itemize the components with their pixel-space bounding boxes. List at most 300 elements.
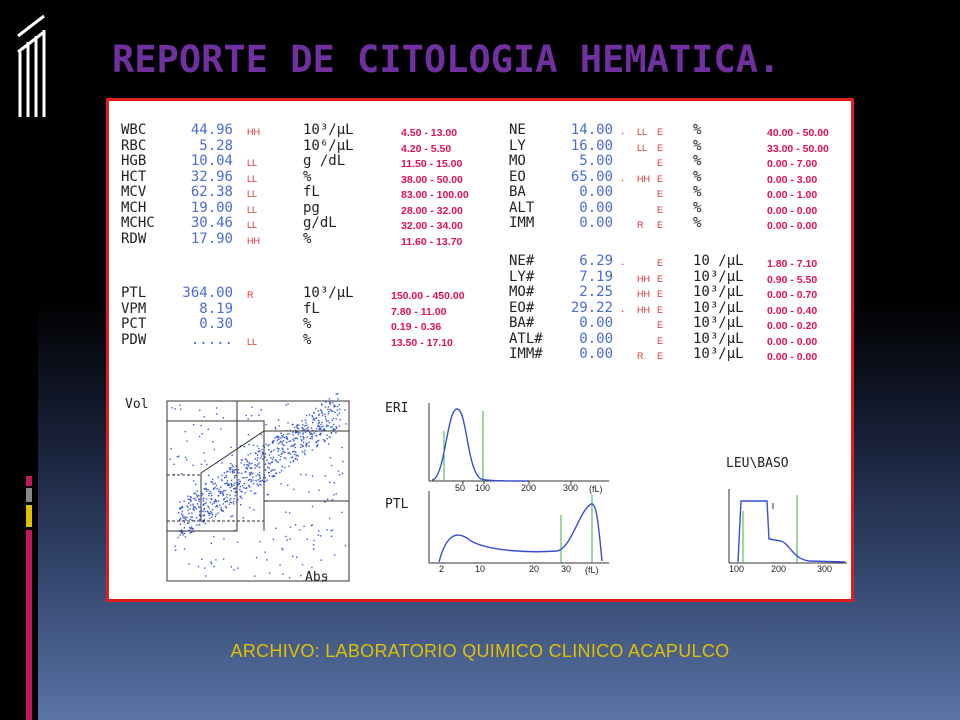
param-unit: % bbox=[303, 230, 312, 247]
scatter-dot bbox=[246, 477, 247, 478]
scatter-dot bbox=[193, 465, 194, 466]
scatter-dot bbox=[305, 420, 306, 421]
scatter-dot bbox=[219, 505, 220, 506]
deco-bar-yellow bbox=[26, 505, 32, 527]
scatter-dot bbox=[244, 464, 245, 465]
scatter-dot bbox=[224, 483, 225, 484]
scatter-dot bbox=[193, 493, 194, 494]
scatter-dot bbox=[330, 530, 331, 531]
scatter-dot bbox=[215, 506, 216, 507]
scatter-dot bbox=[265, 464, 266, 465]
scatter-dot bbox=[208, 507, 209, 508]
diff-unit: 10 /μL bbox=[693, 253, 744, 269]
scatter-dot bbox=[279, 472, 280, 473]
diff-dot: . bbox=[621, 169, 625, 184]
scatter-dot bbox=[261, 449, 262, 450]
scatter-dot bbox=[332, 402, 333, 403]
scatter-dot bbox=[319, 490, 320, 491]
scatter-dot bbox=[234, 477, 235, 478]
scatter-ylabel: Vol bbox=[125, 397, 149, 412]
scatter-dot bbox=[223, 499, 224, 500]
scatter-dot bbox=[296, 438, 297, 439]
scatter-dot bbox=[320, 433, 321, 434]
scatter-dot bbox=[316, 435, 317, 436]
scatter-dot bbox=[239, 489, 240, 490]
scatter-dot bbox=[180, 524, 181, 525]
scatter-dot bbox=[213, 536, 214, 537]
scatter-dot bbox=[336, 394, 337, 395]
scatter-dot bbox=[305, 422, 306, 423]
scatter-dot bbox=[191, 526, 192, 527]
scatter-dot bbox=[180, 409, 181, 410]
scatter-dot bbox=[188, 499, 189, 500]
scatter-dot bbox=[250, 479, 251, 480]
scatter-dot bbox=[285, 512, 286, 513]
scatter-dot bbox=[254, 464, 255, 465]
scatter-dot bbox=[289, 512, 290, 513]
scatter-dot bbox=[331, 536, 332, 537]
scatter-dot bbox=[189, 508, 190, 509]
diff-value: 16.00 bbox=[570, 137, 613, 154]
diff-e-flag: E bbox=[657, 204, 664, 215]
scatter-dot bbox=[231, 502, 232, 503]
differential-absolute-table bbox=[509, 254, 854, 363]
scatter-dot bbox=[189, 563, 190, 564]
scatter-dot bbox=[229, 484, 230, 485]
scatter-dot bbox=[307, 539, 308, 540]
scatter-dot bbox=[270, 463, 271, 464]
scatter-dot bbox=[266, 559, 267, 560]
param-unit: g/dL bbox=[303, 215, 337, 231]
scatter-dot bbox=[257, 460, 258, 461]
scatter-dot bbox=[204, 503, 205, 504]
scatter-dot bbox=[173, 464, 174, 465]
scatter-dot bbox=[202, 515, 203, 516]
scatter-dot bbox=[203, 500, 204, 501]
scatter-dot bbox=[227, 494, 228, 495]
scatter-dot bbox=[198, 506, 199, 507]
scatter-dot bbox=[327, 420, 328, 421]
scatter-dot bbox=[233, 503, 234, 504]
scatter-xlabel: Abs bbox=[305, 570, 329, 585]
param-flag: LL bbox=[247, 173, 258, 184]
scatter-dot bbox=[325, 406, 326, 407]
scatter-dot bbox=[292, 445, 293, 446]
scatter-dot bbox=[334, 482, 335, 483]
scatter-dot bbox=[318, 425, 319, 426]
scatter-dot bbox=[327, 499, 328, 500]
scatter-dot bbox=[265, 424, 266, 425]
scatter-dot bbox=[259, 472, 260, 473]
scatter-dot bbox=[188, 522, 189, 523]
scatter-dot bbox=[248, 418, 249, 419]
diff-value: 0.00 bbox=[579, 184, 613, 200]
scatter-dot bbox=[312, 415, 313, 416]
scatter-dot bbox=[259, 467, 260, 468]
scatter-dot bbox=[218, 495, 219, 496]
deco-bar-magenta-2 bbox=[26, 530, 32, 720]
scatter-dot bbox=[285, 536, 286, 537]
scatter-dot bbox=[286, 404, 287, 405]
scatter-dot bbox=[268, 463, 269, 464]
scatter-dot bbox=[230, 467, 231, 468]
scatter-dot bbox=[292, 434, 293, 435]
scatter-dot bbox=[231, 566, 232, 567]
param-reference-range: 7.80 - 11.00 bbox=[391, 305, 447, 318]
scatter-dot bbox=[311, 427, 312, 428]
scatter-dot bbox=[265, 481, 266, 482]
param-value: 10.04 bbox=[190, 153, 233, 169]
scatter-dot bbox=[254, 575, 255, 576]
diff-value: 0.00 bbox=[579, 346, 613, 362]
scatter-dot bbox=[221, 507, 222, 508]
diff-value: 2.25 bbox=[579, 284, 613, 300]
scatter-dot bbox=[285, 458, 286, 459]
scatter-dot bbox=[312, 525, 313, 526]
scatter-dot bbox=[185, 431, 186, 432]
diff-row bbox=[509, 316, 854, 332]
diff-reference-range: 0.00 - 0.20 bbox=[767, 320, 818, 332]
diff-reference-range: 0.00 - 0.00 bbox=[767, 204, 818, 217]
scatter-dot bbox=[304, 425, 305, 426]
scatter-dot bbox=[302, 564, 303, 565]
scatter-dot bbox=[335, 429, 336, 430]
scatter-dot bbox=[251, 463, 252, 464]
scatter-dot bbox=[208, 489, 209, 490]
scatter-dot bbox=[311, 567, 312, 568]
leu-baso-histogram bbox=[729, 489, 847, 563]
scatter-dot bbox=[257, 457, 258, 458]
scatter-dot bbox=[253, 483, 254, 484]
diff-dot: . bbox=[621, 254, 625, 268]
scatter-dot bbox=[287, 485, 288, 486]
scatter-dot bbox=[235, 495, 236, 496]
scatter-dot bbox=[303, 436, 304, 437]
scatter-dot bbox=[331, 432, 332, 433]
scatter-dot bbox=[319, 428, 320, 429]
scatter-dot bbox=[326, 529, 327, 530]
param-value: 62.38 bbox=[190, 184, 233, 200]
diff-row bbox=[509, 123, 854, 139]
scatter-dot bbox=[258, 414, 259, 415]
scatter-dot bbox=[332, 411, 333, 412]
scatter-dot bbox=[217, 506, 218, 507]
scatter-dot bbox=[216, 407, 217, 408]
diff-value: 7.19 bbox=[579, 268, 613, 285]
param-unit: 10³/μL bbox=[303, 122, 354, 138]
scatter-dot bbox=[336, 401, 337, 402]
diff-reference-range: 0.90 - 5.50 bbox=[767, 273, 818, 286]
diff-e-flag: E bbox=[657, 127, 664, 137]
scatter-dot bbox=[193, 424, 194, 425]
diff-flag: HH bbox=[637, 173, 650, 184]
scatter-dot bbox=[295, 524, 296, 525]
diff-row bbox=[509, 170, 854, 186]
scatter-dot bbox=[199, 511, 200, 512]
scatter-dot bbox=[188, 503, 189, 504]
diff-unit: % bbox=[693, 168, 702, 185]
scatter-dot bbox=[196, 525, 197, 526]
param-row bbox=[121, 232, 501, 248]
scatter-dot bbox=[241, 473, 242, 474]
scatter-dot bbox=[183, 500, 184, 501]
scatter-dot bbox=[309, 414, 310, 415]
scatter-dot bbox=[187, 523, 188, 524]
scatter-dot bbox=[277, 440, 278, 441]
scatter-dot bbox=[227, 480, 228, 481]
scatter-dot bbox=[234, 472, 235, 473]
scatter-dot bbox=[292, 451, 293, 452]
scatter-dot bbox=[201, 464, 202, 465]
scatter-dot bbox=[189, 527, 190, 528]
diff-label: NE# bbox=[509, 253, 535, 269]
scatter-dot bbox=[284, 467, 285, 468]
ptl-tick-unit: (fL) bbox=[585, 565, 599, 575]
scatter-dot bbox=[233, 501, 234, 502]
scatter-dot bbox=[296, 455, 297, 456]
scatter-dot bbox=[207, 511, 208, 512]
diff-unit: 10³/μL bbox=[693, 268, 744, 285]
scatter-dot bbox=[329, 422, 330, 423]
scatter-dot bbox=[295, 458, 296, 459]
scatter-dot bbox=[184, 522, 185, 523]
scatter-dot bbox=[294, 454, 295, 455]
param-row bbox=[121, 333, 521, 349]
scatter-dot bbox=[190, 528, 191, 529]
diff-label: ATL# bbox=[509, 330, 543, 347]
scatter-dot bbox=[206, 464, 207, 465]
scatter-dot bbox=[174, 546, 175, 547]
param-label: WBC bbox=[121, 122, 147, 138]
scatter-dot bbox=[184, 527, 185, 528]
scatter-dot bbox=[326, 421, 327, 422]
scatter-dot bbox=[202, 511, 203, 512]
scatter-dot bbox=[300, 447, 301, 448]
scatter-dot bbox=[218, 491, 219, 492]
scatter-dot bbox=[253, 509, 254, 510]
diff-unit: % bbox=[693, 215, 702, 231]
scatter-dot bbox=[187, 496, 188, 497]
scatter-dot bbox=[300, 474, 301, 475]
param-label: RBC bbox=[121, 137, 147, 154]
scatter-dot bbox=[233, 485, 234, 486]
scatter-dot bbox=[302, 420, 303, 421]
param-reference-range: 32.00 - 34.00 bbox=[401, 220, 463, 232]
scatter-dot bbox=[224, 477, 225, 478]
scatter-dot bbox=[339, 474, 340, 475]
scatter-dot bbox=[344, 409, 345, 410]
scatter-dot bbox=[222, 475, 223, 476]
scatter-dot bbox=[255, 452, 256, 453]
scatter-dot bbox=[280, 483, 281, 484]
scatter-dot bbox=[313, 412, 314, 413]
scatter-dot bbox=[281, 453, 282, 454]
param-flag: HH bbox=[247, 235, 260, 246]
scatter-dot bbox=[315, 408, 316, 409]
leu-tick-100: 100 bbox=[729, 564, 745, 574]
scatter-dot bbox=[203, 509, 204, 510]
param-reference-range: 38.00 - 50.00 bbox=[401, 173, 463, 186]
scatter-dot bbox=[182, 516, 183, 517]
scatter-dot bbox=[331, 420, 332, 421]
scatter-dot bbox=[191, 516, 192, 517]
scatter-dot bbox=[292, 556, 293, 557]
scatter-dot bbox=[266, 444, 267, 445]
scatter-dot bbox=[209, 491, 210, 492]
scatter-dot bbox=[328, 425, 329, 426]
scatter-dot bbox=[312, 449, 313, 450]
scatter-dot bbox=[250, 490, 251, 491]
diff-row bbox=[509, 139, 854, 155]
ptl-tick-20: 20 bbox=[529, 564, 540, 574]
scatter-dot bbox=[312, 436, 313, 437]
scatter-dot bbox=[197, 496, 198, 497]
scatter-dot bbox=[248, 434, 249, 435]
param-row bbox=[121, 123, 501, 139]
scatter-dot bbox=[287, 422, 288, 423]
scatter-dot bbox=[282, 573, 283, 574]
param-row bbox=[121, 302, 521, 318]
diff-unit: 10³/μL bbox=[693, 346, 744, 362]
scatter-dot bbox=[181, 473, 182, 474]
scatter-dot bbox=[237, 482, 238, 483]
scatter-dot bbox=[257, 464, 258, 465]
diff-label: IMM bbox=[509, 215, 535, 231]
scatter-dot bbox=[213, 483, 214, 484]
scatter-dot bbox=[204, 460, 205, 461]
scatter-dot bbox=[286, 438, 287, 439]
param-unit: fL bbox=[303, 300, 320, 317]
ptl-tick-2: 2 bbox=[439, 564, 445, 574]
scatter-dot bbox=[229, 495, 230, 496]
scatter-dot bbox=[206, 498, 207, 499]
scatter-dot bbox=[265, 453, 266, 454]
diff-flag: HH bbox=[637, 289, 650, 299]
scatter-dot bbox=[306, 474, 307, 475]
differential-percent-table bbox=[509, 123, 854, 232]
scatter-dot bbox=[203, 522, 204, 523]
scatter-dot bbox=[210, 502, 211, 503]
scatter-dot bbox=[337, 398, 338, 399]
leu-tick-200: 200 bbox=[771, 564, 787, 574]
scatter-dot bbox=[306, 436, 307, 437]
scatter-dot bbox=[238, 479, 239, 480]
scatter-dot bbox=[335, 432, 336, 433]
diff-e-flag: E bbox=[657, 189, 664, 199]
scatter-dot bbox=[215, 559, 216, 560]
diff-value: 65.00 bbox=[570, 168, 613, 185]
scatter-dot bbox=[205, 523, 206, 524]
scatter-dot bbox=[199, 524, 200, 525]
scatter-dot bbox=[333, 428, 334, 429]
scatter-dot bbox=[207, 506, 208, 507]
scatter-dot bbox=[247, 461, 248, 462]
scatter-dot bbox=[333, 418, 334, 419]
scatter-dot bbox=[243, 487, 244, 488]
scatter-dot bbox=[220, 487, 221, 488]
scatter-dot bbox=[215, 499, 216, 500]
scatter-dot bbox=[330, 403, 331, 404]
scatter-dot bbox=[203, 498, 204, 499]
scatter-dot bbox=[223, 490, 224, 491]
scatter-dot bbox=[313, 540, 314, 541]
scatter-dot bbox=[332, 529, 333, 530]
scatter-dot bbox=[275, 473, 276, 474]
scatter-dot bbox=[301, 440, 302, 441]
scatter-dot bbox=[337, 414, 338, 415]
scatter-dot bbox=[250, 468, 251, 469]
scatter-dot bbox=[273, 539, 274, 540]
scatter-dot bbox=[268, 449, 269, 450]
scatter-dot bbox=[248, 454, 249, 455]
scatter-dot bbox=[273, 441, 274, 442]
scatter-dot bbox=[260, 484, 261, 485]
scatter-dot bbox=[212, 479, 213, 480]
scatter-dot bbox=[230, 471, 231, 472]
scatter-dot bbox=[182, 507, 183, 508]
param-reference-range: 4.20 - 5.50 bbox=[401, 142, 452, 155]
scatter-dot bbox=[249, 507, 250, 508]
scatter-dot bbox=[291, 457, 292, 458]
scatter-dot bbox=[248, 464, 249, 465]
scatter-dot bbox=[259, 462, 260, 463]
scatter-dot bbox=[255, 458, 256, 459]
scatter-dot bbox=[287, 448, 288, 449]
scatter-dot bbox=[329, 518, 330, 519]
scatter-dot bbox=[318, 423, 319, 424]
scatter-dot bbox=[321, 412, 322, 413]
scatter-dot bbox=[235, 469, 236, 470]
scatter-dot bbox=[221, 462, 222, 463]
scatter-dot bbox=[222, 511, 223, 512]
scatter-dot bbox=[238, 472, 239, 473]
scatter-dot bbox=[226, 471, 227, 472]
diff-reference-range: 0.00 - 1.00 bbox=[767, 189, 818, 201]
diff-value: 0.00 bbox=[579, 315, 613, 331]
scatter-dot bbox=[294, 451, 295, 452]
diff-e-flag: E bbox=[657, 220, 664, 230]
param-row bbox=[121, 185, 501, 201]
scatter-dot bbox=[186, 517, 187, 518]
scatter-dot bbox=[273, 449, 274, 450]
scatter-dot bbox=[259, 478, 260, 479]
scatter-dot bbox=[276, 461, 277, 462]
diff-unit: 10³/μL bbox=[693, 315, 744, 331]
param-reference-range: 13.50 - 17.10 bbox=[391, 336, 453, 349]
scatter-dot bbox=[301, 427, 302, 428]
scatter-dot bbox=[180, 518, 181, 519]
page-title: REPORTE DE CITOLOGIA HEMATICA. bbox=[112, 38, 781, 81]
param-label: PCT bbox=[121, 316, 147, 332]
scatter-dot bbox=[233, 470, 234, 471]
scatter-dot bbox=[210, 481, 211, 482]
scatter-dot bbox=[225, 477, 226, 478]
diff-label: MO bbox=[509, 153, 526, 169]
param-label: PTL bbox=[121, 285, 147, 301]
scatter-dot bbox=[314, 419, 315, 420]
scatter-dot bbox=[213, 566, 214, 567]
scatter-dot bbox=[280, 433, 281, 434]
ptl-label: PTL bbox=[385, 497, 409, 512]
scatter-dot bbox=[288, 433, 289, 434]
scatter-dot bbox=[280, 459, 281, 460]
scatter-dot bbox=[232, 471, 233, 472]
scatter-dot bbox=[296, 557, 297, 558]
param-flag: HH bbox=[247, 127, 260, 137]
scatter-dot bbox=[169, 459, 170, 460]
param-row bbox=[121, 154, 501, 170]
scatter-dot bbox=[192, 504, 193, 505]
